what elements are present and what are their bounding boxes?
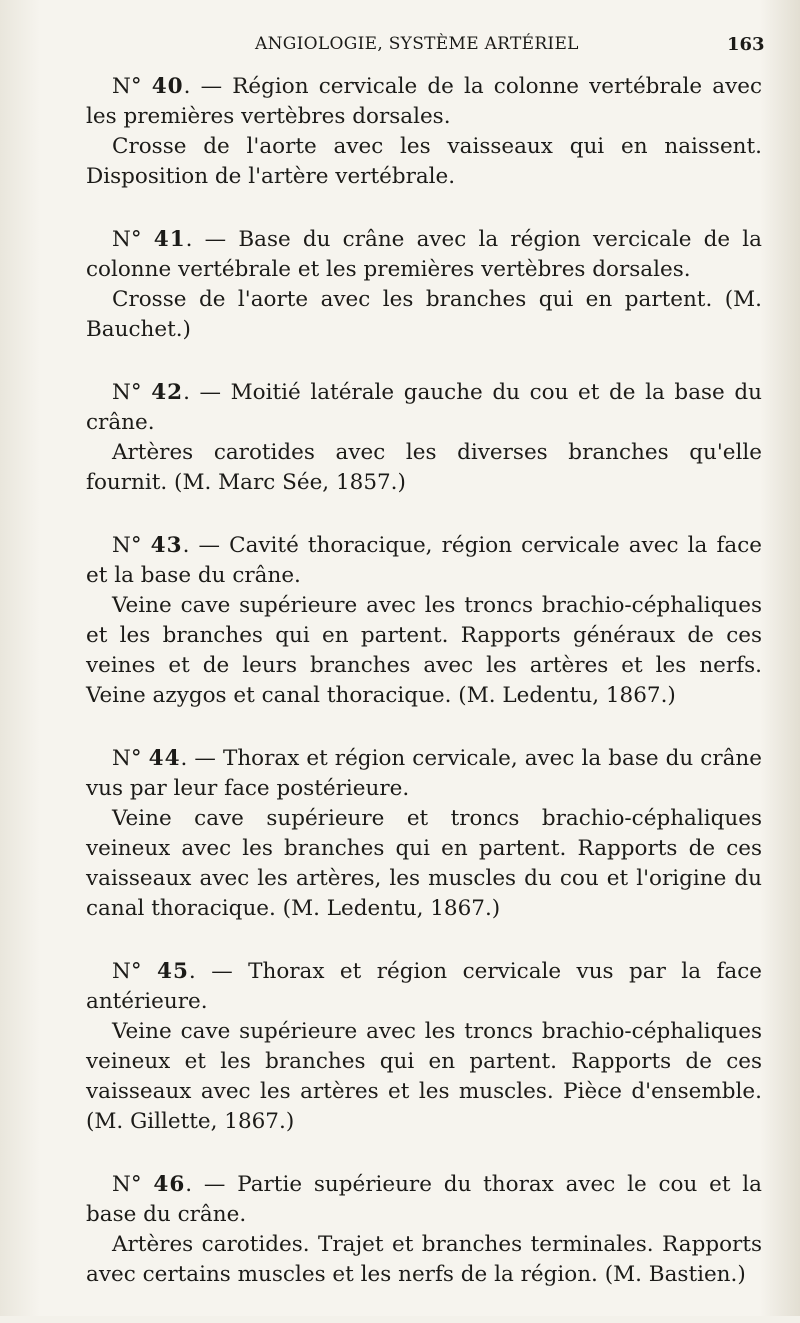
entry-43 xyxy=(86,531,762,711)
entry-45 xyxy=(86,957,762,1137)
entry-label: N° xyxy=(112,1172,142,1197)
entry-heading xyxy=(86,957,762,1017)
entry-heading xyxy=(86,225,762,285)
entry-number: 42 xyxy=(151,380,184,405)
entry-42 xyxy=(86,378,762,498)
entry-title: . — Base du crâne avec la région vercicale de la colonne vertébrale et les premières vertèbres dorsales. xyxy=(86,227,762,282)
entry-title: . — Thorax et région cervicale vus par la face antérieure. xyxy=(86,959,762,1014)
entry-number: 46 xyxy=(153,1172,186,1197)
entry-label: N° xyxy=(112,959,142,984)
entry-number: 45 xyxy=(157,959,189,984)
entry-heading xyxy=(86,72,762,132)
entry-heading xyxy=(86,744,762,804)
entry-label: N° xyxy=(112,227,142,252)
entry-46 xyxy=(86,1170,762,1290)
entry-label: N° xyxy=(112,74,142,99)
entry-body: Veine cave supérieure avec les troncs brachio-céphaliques et les branches qui en partent. Rapports généraux de ces veines et de leurs branches avec les artères et les nerfs. Veine azygos et canal thoracique. (M. Ledentu, 1867.) xyxy=(86,593,762,708)
entry-40 xyxy=(86,72,762,192)
entry-44 xyxy=(86,744,762,924)
entry-label: N° xyxy=(112,533,142,558)
entry-label: N° xyxy=(112,380,142,405)
entry-number: 43 xyxy=(150,533,183,558)
entry-number: 44 xyxy=(148,746,181,771)
entry-heading xyxy=(86,378,762,438)
entry-number: 41 xyxy=(153,227,186,252)
page-header xyxy=(0,34,800,58)
entry-label: N° xyxy=(112,746,142,771)
entry-body: Crosse de l'aorte avec les branches qui en partent. (M. Bauchet.) xyxy=(86,287,762,342)
page-number: 163 xyxy=(727,34,765,55)
running-title: ANGIOLOGIE, SYSTÈME ARTÉRIEL xyxy=(255,34,579,54)
entry-body: Veine cave supérieure et troncs brachio-céphaliques veineux avec les branches qui en partent. Rapports de ces vaisseaux avec les artères, les muscles du cou et l'origine du canal thoracique. (M. Ledentu, 1867.) xyxy=(86,806,762,921)
entry-title: . — Cavité thoracique, région cervicale avec la face et la base du crâne. xyxy=(86,533,762,588)
entry-body: Crosse de l'aorte avec les vaisseaux qui en naissent. Disposition de l'artère vertébrale. xyxy=(86,134,762,189)
entry-title: . — Thorax et région cervicale, avec la base du crâne vus par leur face postérieure. xyxy=(86,746,762,801)
entry-heading xyxy=(86,1170,762,1230)
entry-body: Artères carotides. Trajet et branches terminales. Rapports avec certains muscles et les nerfs de la région. (M. Bastien.) xyxy=(86,1232,762,1287)
entry-title: . — Partie supérieure du thorax avec le cou et la base du crâne. xyxy=(86,1172,762,1227)
entry-list xyxy=(86,72,762,1323)
entry-number: 40 xyxy=(151,74,184,99)
entry-title: . — Moitié latérale gauche du cou et de la base du crâne. xyxy=(86,380,762,435)
entry-41 xyxy=(86,225,762,345)
entry-body: Artères carotides avec les diverses branches qu'elle fournit. (M. Marc Sée, 1857.) xyxy=(86,440,762,495)
entry-heading xyxy=(86,531,762,591)
entry-body: Veine cave supérieure avec les troncs brachio-céphaliques veineux et les branches qui en partent. Rapports de ces vaisseaux avec les artères et les muscles. Pièce d'ensemble. (M. Gillette, 1867.) xyxy=(86,1019,762,1134)
entry-title: . — Région cervicale de la colonne vertébrale avec les premières vertèbres dorsales. xyxy=(86,74,762,129)
